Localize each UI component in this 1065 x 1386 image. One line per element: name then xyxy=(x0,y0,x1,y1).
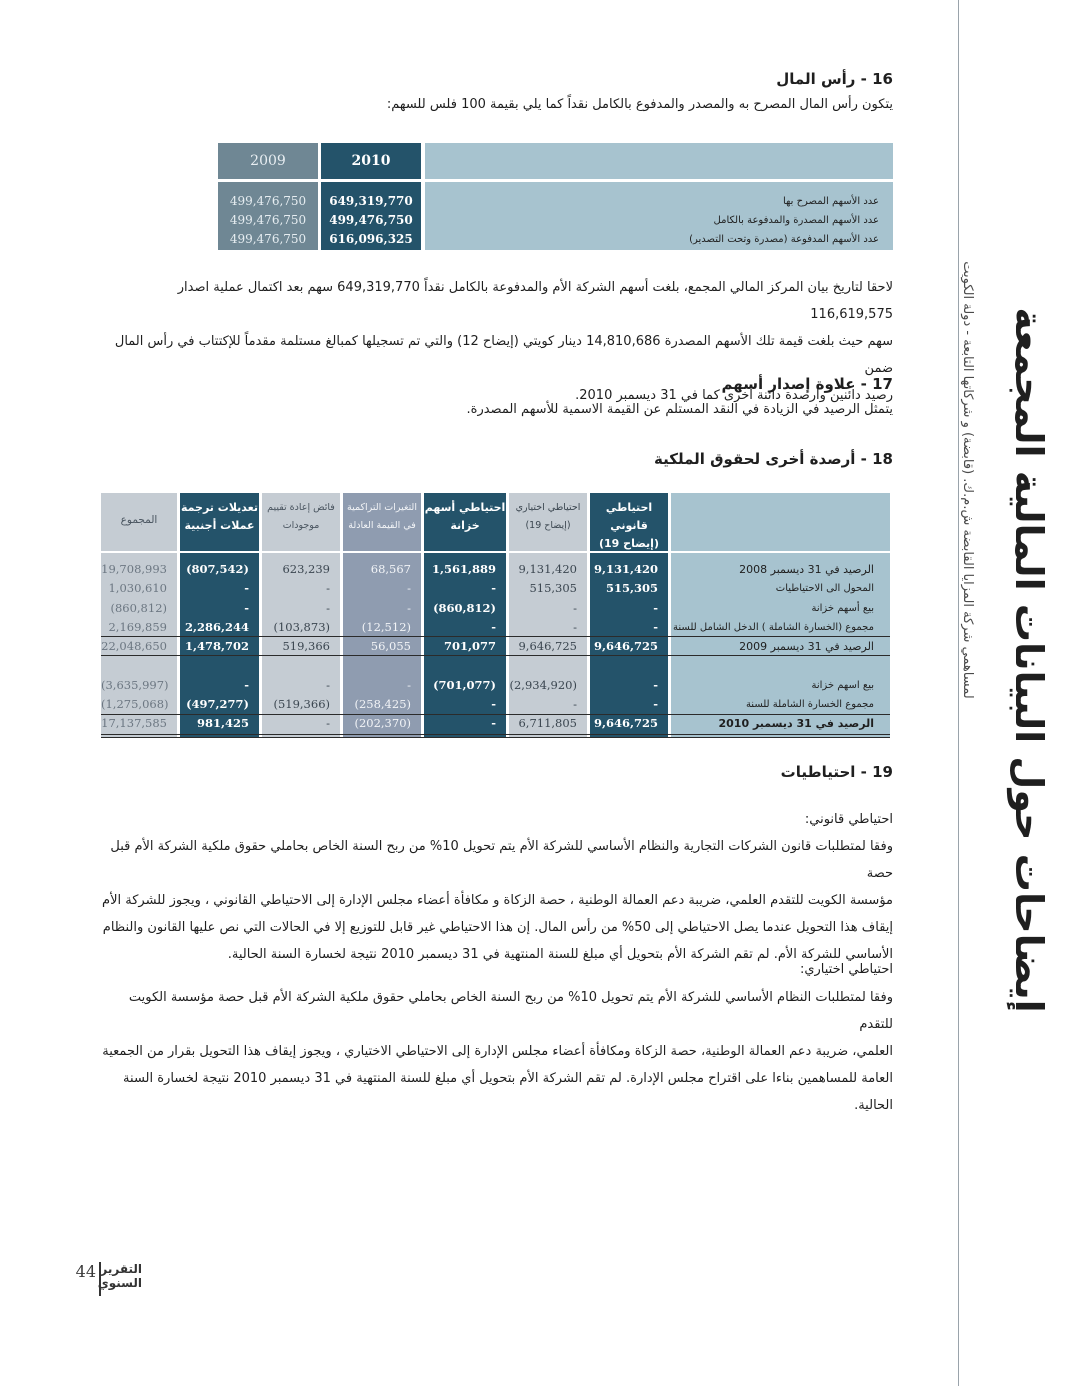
capital-cell: 499,476,750 xyxy=(229,232,307,246)
equity-cell-voluntary: 6,711,805 xyxy=(518,716,577,731)
section-16-heading: 16 - رأس المال xyxy=(776,70,893,88)
equity-cell-reval: - xyxy=(326,600,330,615)
note-line: رصيد دائنين وأرصدة دائنة أخرى كما في 31 ديسمبر 2010. xyxy=(575,388,893,403)
equity-cell-voluntary: - xyxy=(573,697,577,712)
equity-cell-reval: 519,366 xyxy=(282,639,330,654)
equity-cell-legal xyxy=(590,657,668,676)
header-line: المجموع xyxy=(120,514,158,526)
side-subtitle xyxy=(940,261,980,699)
equity-cell-voluntary: - xyxy=(573,600,577,615)
equity-cell-treasury xyxy=(424,657,506,676)
equity-rule-final-1 xyxy=(101,734,890,735)
equity-cell-fx: 2,286,244 xyxy=(184,619,249,634)
capital-values-2009 xyxy=(218,182,318,250)
capital-cell: 616,096,325 xyxy=(329,232,413,246)
equity-cell-reval: - xyxy=(326,716,330,731)
page-number: 44 xyxy=(75,1262,96,1281)
equity-row-label: المحول الى الاحتياطيات xyxy=(775,583,874,595)
capital-row-label: عدد الأسهم المصدرة والمدفوعة بالكامل xyxy=(713,215,879,226)
equity-cell-fx xyxy=(180,657,259,676)
equity-row-label xyxy=(671,657,890,676)
header-line: احتياطي اختياري xyxy=(515,502,581,513)
legal-reserve-text xyxy=(100,833,893,968)
side-divider xyxy=(958,0,959,1386)
equity-cell-total: (3,635,997) xyxy=(101,677,169,692)
paragraph-line: الأساسي للشركة الأم. لم تقم الشركة الأم بتحويل أي مبلغ للسنة المنتهية في 31 ديسمبر 2010 نتيجة لخسارة السنة الحالية. xyxy=(227,947,893,962)
capital-col-desc xyxy=(425,143,893,179)
equity-cell-legal: - xyxy=(653,697,658,712)
equity-cell-legal: - xyxy=(653,619,658,634)
equity-cell-fair: - xyxy=(407,677,411,692)
equity-header-voluntary xyxy=(509,493,587,535)
header-line: عملات أجنبية xyxy=(184,519,255,532)
header-line: (إيضاح 19) xyxy=(598,537,659,550)
report-logo: التقرير السنوي xyxy=(97,1262,142,1290)
equity-header-total xyxy=(101,505,177,529)
equity-cell-fx: - xyxy=(244,677,249,692)
equity-cell-fair xyxy=(343,657,421,676)
equity-cell-voluntary xyxy=(509,657,587,676)
capital-cell: 499,476,750 xyxy=(229,194,307,208)
section-16-intro: يتكون رأس المال المصرح به والمصدر والمدفوع بالكامل نقداً كما يلي بقيمة 100 فلس للسهم: xyxy=(386,97,893,112)
section-17-heading: 17 - علاوة إصدار أسهم xyxy=(721,375,893,393)
equity-header-divider xyxy=(101,551,890,553)
equity-cell-fx: (497,277) xyxy=(186,697,249,712)
note-line: لاحقا لتاريخ بيان المركز المالي المجمع، بلغت أسهم الشركة الأم والمدفوعة بالكامل نقداً 649,319,770 سهم بعد اكتمال عملية اصدار 116,619,575 xyxy=(177,280,893,322)
equity-header-treasury xyxy=(424,493,506,535)
equity-cell-fx: - xyxy=(244,600,249,615)
paragraph-line: العامة للمساهمين بناءا على اقتراح مجلس الإدارة. لم تقم الشركة الأم بتحويل أي مبلغ للسنة المنتهية في 31 ديسمبر 2010 نتيجة لخسارة السنة الحالية. xyxy=(123,1071,893,1113)
equity-row-label: الرصيد في 31 ديسمبر 2009 xyxy=(739,640,874,654)
capital-cell: 499,476,750 xyxy=(229,213,307,227)
paragraph-line: مؤسسة الكويت للتقدم العلمي، ضريبة دعم العمالة الوطنية ، حصة الزكاة و مكافأة أعضاء مجلس الإدارة إلى الاحتياطي القانوني ، ويجوز للشركة الأم xyxy=(102,893,893,908)
equity-cell-total: (860,812) xyxy=(110,600,167,615)
side-subtitle-text: لمساهمي شركة المزايا القابضة ش.م.ك. (قابضة) و شركاتها التابعة - دولة الكويت xyxy=(960,261,975,699)
equity-row-label: مجموع الخسارة الشاملة للسنة xyxy=(745,699,874,711)
equity-row-label: بيع أسهم خزانة xyxy=(811,602,874,614)
equity-cell-fair: 68,567 xyxy=(370,562,411,576)
equity-cell-fair: (258,425) xyxy=(354,697,411,712)
equity-cell-voluntary: 9,646,725 xyxy=(518,639,577,654)
equity-cell-fx: 981,425 xyxy=(196,716,249,731)
header-line: تعديلات ترجمة xyxy=(180,501,258,514)
equity-cell-legal: 515,305 xyxy=(605,581,658,596)
equity-cell-treasury: (860,812) xyxy=(433,600,496,615)
equity-cell-reval: 623,239 xyxy=(282,562,330,576)
section-19-heading: 19 - احتياطيات xyxy=(780,763,893,781)
equity-cell-legal: - xyxy=(653,677,658,692)
capital-cell: 649,319,770 xyxy=(329,194,413,208)
equity-cell-total xyxy=(101,657,177,676)
paragraph-line: وفقا لمتطلبات قانون الشركات التجارية والنظام الأساسي للشركة الأم يتم تحويل 10% من ربح السنة الخاص بحاملي حقوق ملكية الشركة الأم قبل حصة xyxy=(110,839,893,881)
equity-cell-total: 17,137,585 xyxy=(101,716,167,731)
header-line: احتياطي أسهم xyxy=(424,501,506,514)
paragraph-line: إيقاف هذا التحويل عندما يصل الاحتياطي إلى 50% من رأس المال. إن هذا الاحتياطي غير قابل للتوزيع إلا في الحالات التي نص عليها القانون والنظام xyxy=(102,920,893,935)
capital-labels xyxy=(425,182,893,250)
capital-values-2010 xyxy=(321,182,421,250)
equity-cell-reval: (519,366) xyxy=(273,697,330,712)
voluntary-reserve-title: احتياطي اختياري: xyxy=(799,962,893,977)
paragraph-line: العلمي، ضريبة دعم العمالة الوطنية، حصة الزكاة ومكافأة أعضاء مجلس الإدارة إلى الاحتياطي الاختياري ، ويجوز إيقاف هذا التحويل بقرار من الجمعية xyxy=(102,1044,893,1059)
equity-row-label: مجموع (الخسارة الشاملة ) الدخل الشامل للسنة xyxy=(673,621,874,633)
header-line: التغيرات التراكمية xyxy=(347,502,417,513)
equity-cell-total: 19,708,993 xyxy=(101,562,167,576)
header-line: خزانة xyxy=(450,519,480,532)
equity-header-reval xyxy=(262,493,340,535)
equity-cell-legal: - xyxy=(653,600,658,615)
header-line: فائض إعادة تقييم xyxy=(267,502,335,513)
equity-cell-legal: 9,646,725 xyxy=(593,716,658,731)
voluntary-reserve-text xyxy=(100,984,893,1119)
equity-cell-total: 1,030,610 xyxy=(108,581,167,596)
equity-row-label: الرصيد في 31 ديسمبر 2008 xyxy=(739,563,874,576)
equity-cell-fx: (807,542) xyxy=(186,562,249,576)
header-line: (إيضاح 19) xyxy=(525,520,571,531)
equity-cell-treasury: - xyxy=(491,619,496,634)
equity-cell-treasury: - xyxy=(491,697,496,712)
equity-cell-total: 22,048,650 xyxy=(101,639,167,654)
capital-col-2010: 2010 xyxy=(321,143,421,179)
section-17-text: يتمثل الرصيد في الزيادة في النقد المستلم عن القيمة الاسمية للأسهم المصدرة. xyxy=(466,402,893,417)
equity-cell-reval: - xyxy=(326,581,330,596)
side-title-text: إيضاحات حول البيانات المالية المجمعة xyxy=(1007,307,1051,1013)
equity-header-fx xyxy=(180,493,259,535)
equity-cell-treasury: - xyxy=(491,581,496,596)
equity-cell-voluntary: - xyxy=(573,619,577,634)
equity-cell-total: (1,275,068) xyxy=(101,697,169,712)
equity-rule-subtotal xyxy=(101,636,890,637)
section-18-heading: 18 - أرصدة أخرى لحقوق الملكية xyxy=(654,450,893,468)
equity-header-fair xyxy=(343,493,421,535)
capital-row-label: عدد الأسهم المصرح بها xyxy=(782,196,879,207)
equity-cell-fair: 56,055 xyxy=(370,639,411,654)
equity-row-label: بيع اسهم خزانة xyxy=(811,679,874,691)
equity-cell-fair: (202,370) xyxy=(354,716,411,731)
equity-row-label: الرصيد في 31 ديسمبر 2010 xyxy=(718,717,874,731)
header-line: في القيمة العادلة xyxy=(348,520,416,531)
equity-cell-reval: (103,873) xyxy=(273,619,330,634)
capital-row-label: عدد الأسهم المدفوعة (مصدرة وتحت التصدير) xyxy=(689,234,879,245)
equity-cell-fair: - xyxy=(407,600,411,615)
capital-col-2009: 2009 xyxy=(218,143,318,179)
equity-cell-fx: - xyxy=(244,581,249,596)
equity-cell-reval xyxy=(262,657,340,676)
equity-cell-fx: 1,478,702 xyxy=(184,639,249,654)
equity-cell-treasury: (701,077) xyxy=(433,677,496,692)
equity-cell-voluntary: 9,131,420 xyxy=(518,562,577,576)
note-line: سهم حيث بلغت قيمة تلك الأسهم المصدرة 14,810,686 دينار كويتي (إيضاح 12) والتي تم تسجيلها كمبالغ مستلمة مقدماً للإكتتاب في رأس المال ضمن xyxy=(114,334,893,376)
equity-cell-voluntary: (2,934,920) xyxy=(509,677,577,692)
header-line: احتياطي قانوني xyxy=(605,501,653,532)
equity-cell-total: 2,169,859 xyxy=(108,619,167,634)
equity-rule-2009 xyxy=(101,655,890,656)
capital-cell: 499,476,750 xyxy=(329,213,413,227)
equity-cell-treasury: - xyxy=(491,716,496,731)
equity-cell-legal: 9,646,725 xyxy=(593,639,658,654)
equity-rule-final-2 xyxy=(101,737,890,738)
equity-cell-treasury: 701,077 xyxy=(443,639,496,654)
equity-cell-fair: - xyxy=(407,581,411,596)
equity-cell-voluntary: 515,305 xyxy=(529,581,577,596)
equity-header-legal xyxy=(590,493,668,553)
equity-rule-final-top xyxy=(101,714,890,715)
equity-cell-legal: 9,131,420 xyxy=(593,562,658,576)
paragraph-line: وفقا لمتطلبات النظام الأساسي للشركة الأم يتم تحويل 10% من ربح السنة الخاص بحاملي حقوق ملكية الشركة الأم قبل حصة مؤسسة الكويت للتقدم xyxy=(128,990,893,1032)
header-line: موجودات xyxy=(282,520,320,531)
equity-cell-fair: (12,512) xyxy=(361,619,411,634)
equity-cell-reval: - xyxy=(326,677,330,692)
equity-cell-treasury: 1,561,889 xyxy=(431,562,496,576)
legal-reserve-title: احتياطي قانوني: xyxy=(804,812,893,827)
